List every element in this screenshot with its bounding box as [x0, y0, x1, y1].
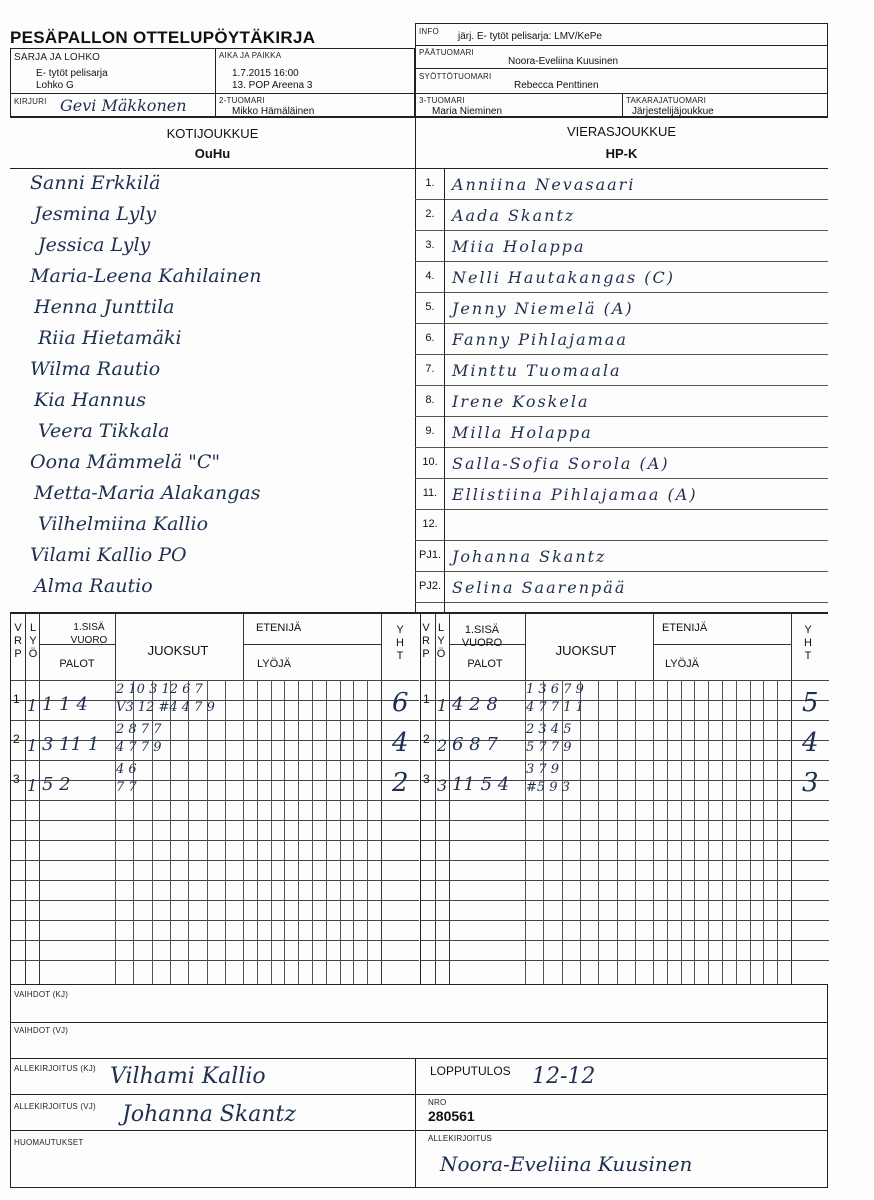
inning-runs-bottom: V3 12 #4 4 7 9: [116, 700, 215, 715]
away-player-name: Anniina Nevasaari: [452, 175, 636, 194]
away-player-name: Selina Saarenpää: [452, 578, 627, 597]
inning-number: 3: [423, 772, 430, 786]
inning-palot: 11 5 4: [452, 774, 510, 795]
inning-runs-top: 4 6: [116, 762, 137, 777]
away-yht-header: Y H T: [804, 624, 812, 662]
away-player-name: Ellistiina Pihlajamaa (A): [452, 485, 698, 504]
lopputulos-value: 12-12: [532, 1064, 596, 1089]
away-player-name: Aada Skantz: [452, 206, 576, 225]
signature-vj: Johanna Skantz: [122, 1102, 296, 1127]
away-sisa-header: 1.SISÄ VUORO: [461, 624, 503, 649]
info-value: järj. E- tytöt pelisarja: LMV/KePe: [458, 31, 602, 42]
home-player-name: Alma Rautio: [34, 575, 153, 597]
inning-total: 5: [802, 688, 819, 718]
player-number: 9.: [425, 425, 435, 437]
player-number: PJ1.: [418, 549, 441, 561]
scoresheet-page: [10, 18, 828, 1188]
player-number: 2.: [425, 208, 435, 220]
inning-number: 1: [13, 692, 20, 706]
home-player-name: Vilami Kallio PO: [30, 544, 187, 566]
home-player-name: Oona Mämmelä "C": [30, 451, 221, 473]
inning-runs-top: 1 3 6 7 9: [526, 682, 584, 697]
aika-value-2: 13. POP Areena 3: [232, 80, 313, 91]
player-number: 1.: [425, 177, 435, 189]
info-label: INFO: [419, 27, 439, 36]
form-title: PESÄPALLON OTTELUPÖYTÄKIRJA: [10, 28, 316, 47]
inning-palot: 6 8 7: [452, 734, 498, 755]
away-juoksut-header: JUOKSUT: [555, 643, 617, 658]
home-player-name: Metta-Maria Alakangas: [34, 482, 261, 504]
away-palot-header: PALOT: [467, 658, 503, 670]
player-number: 11.: [422, 487, 438, 499]
syottotuomari-value: Rebecca Penttinen: [514, 80, 599, 91]
inning-palot: 3 11 1: [42, 734, 100, 755]
away-player-name: Jenny Niemelä (A): [452, 299, 634, 318]
inning-runs-bottom: 7 7: [116, 780, 137, 795]
kirjuri-label: KIRJURI: [14, 97, 47, 106]
away-player-name: Fanny Pihlajamaa: [452, 330, 628, 349]
away-team-name: HP-K: [605, 146, 638, 161]
aika-value-1: 1.7.2015 16:00: [232, 68, 299, 79]
home-player-name: Maria-Leena Kahilainen: [30, 265, 262, 287]
sarja-value-2: Lohko G: [36, 80, 74, 91]
vaihdot-vj-label: VAIHDOT (VJ): [14, 1026, 69, 1035]
lopputulos-label: LOPPUTULOS: [430, 1064, 511, 1078]
inning-runs-top: 2 3 4 5: [526, 722, 572, 737]
inning-number: 2: [13, 732, 20, 746]
nro-label: NRO: [428, 1098, 447, 1107]
signature-kj: Vilhami Kallio: [110, 1064, 266, 1089]
player-number: 7.: [425, 363, 435, 375]
away-player-name: Salla-Sofia Sorola (A): [452, 454, 670, 473]
inning-palot: 5 2: [42, 774, 71, 795]
player-number: 12.: [422, 518, 438, 530]
home-team-name: OuHu: [194, 146, 231, 161]
home-team-label: KOTIJOUKKUE: [166, 126, 259, 141]
home-vrp-header: V R P: [14, 622, 22, 660]
away-player-name: Minttu Tuomaala: [452, 361, 622, 380]
vaihdot-kj-label: VAIHDOT (KJ): [14, 990, 69, 999]
away-lyo-header: L Y Ö: [436, 622, 446, 660]
inning-total: 3: [802, 768, 819, 798]
away-player-name: Irene Koskela: [452, 392, 590, 411]
inning-palot: 1 1 4: [42, 694, 88, 715]
home-sisa-header: 1.SISÄ VUORO: [70, 622, 108, 646]
away-player-name: Johanna Skantz: [452, 547, 607, 566]
tuomari3-value: Maria Nieminen: [432, 106, 503, 117]
inning-total: 4: [392, 728, 409, 758]
home-player-name: Kia Hannus: [34, 389, 146, 411]
away-lyoja-header: LYÖJÄ: [664, 658, 700, 670]
inning-runs-top: 2 10 3 12 6 7: [116, 682, 203, 697]
home-player-name: Veera Tikkala: [38, 420, 170, 442]
huomautukset-label: HUOMAUTUKSET: [14, 1138, 84, 1147]
sarja-label: SARJA JA LOHKO: [14, 52, 101, 63]
signature-referee: Noora-Eveliina Kuusinen: [440, 1152, 693, 1176]
inning-runs-bottom: 5 7 7 9: [526, 740, 572, 755]
inning-number: 3: [13, 772, 20, 786]
allekirjoitus-label: ALLEKIRJOITUS: [428, 1134, 492, 1143]
player-number: 3.: [425, 239, 435, 251]
player-number: PJ2.: [418, 580, 441, 592]
away-player-name: Miia Holappa: [452, 237, 586, 256]
inning-total: 2: [392, 768, 409, 798]
inning-palot: 4 2 8: [452, 694, 498, 715]
inning-total: 4: [802, 728, 819, 758]
inning-number: 1: [423, 692, 430, 706]
inning-batters: 2: [437, 736, 448, 755]
aika-label: AIKA JA PAIKKA: [219, 51, 282, 60]
allekirjoitus-kj-label: ALLEKIRJOITUS (KJ): [14, 1064, 96, 1073]
player-number: 6.: [425, 332, 435, 344]
home-player-name: Riia Hietamäki: [38, 327, 182, 349]
nro-value: 280561: [428, 1108, 475, 1124]
player-number: 4.: [425, 270, 435, 282]
home-yht-header: Y H T: [396, 624, 404, 662]
allekirjoitus-vj-label: ALLEKIRJOITUS (VJ): [14, 1102, 96, 1111]
inning-batters: 1: [27, 736, 38, 755]
paatuomari-value: Noora-Eveliina Kuusinen: [508, 56, 619, 67]
home-juoksut-header: JUOKSUT: [147, 643, 209, 658]
away-player-name: Milla Holappa: [452, 423, 593, 442]
player-number: 8.: [425, 394, 435, 406]
home-player-name: Wilma Rautio: [30, 358, 161, 380]
takaraja-label: TAKARAJATUOMARI: [626, 96, 707, 105]
home-player-name: Jessica Lyly: [38, 234, 151, 256]
inning-runs-top: 3 7 9: [526, 762, 560, 777]
away-player-name: Nelli Hautakangas (C): [452, 268, 676, 287]
home-player-name: Vilhelmiina Kallio: [38, 513, 209, 535]
inning-batters: 1: [27, 776, 38, 795]
home-palot-header: PALOT: [59, 658, 95, 670]
inning-batters: 1: [27, 696, 38, 715]
sarja-value-1: E- tytöt pelisarja: [36, 68, 108, 79]
tuomari2-value: Mikko Hämäläinen: [232, 106, 315, 117]
paatuomari-label: PÄÄTUOMARI: [419, 48, 474, 57]
takaraja-value: Järjestelijäjoukkue: [632, 106, 714, 117]
inning-runs-bottom: 4 7 7 1 1: [526, 700, 584, 715]
inning-number: 2: [423, 732, 430, 746]
syottotuomari-label: SYÖTTÖTUOMARI: [419, 72, 492, 81]
home-etenija-header: ETENIJÄ: [256, 622, 302, 634]
kirjuri-value: Gevi Mäkkonen: [60, 96, 187, 115]
home-lyo-header: L Y Ö: [28, 622, 38, 660]
away-vrp-header: V R P: [422, 622, 430, 660]
home-player-name: Sanni Erkkilä: [30, 172, 161, 194]
inning-total: 6: [392, 688, 409, 718]
inning-batters: 3: [437, 776, 448, 795]
away-team-label: VIERASJOUKKUE: [566, 124, 677, 139]
player-number: 10.: [422, 456, 438, 468]
tuomari2-label: 2-TUOMARI: [219, 96, 265, 105]
home-player-name: Jesmina Lyly: [34, 203, 157, 225]
inning-runs-bottom: #5 9 3: [526, 780, 570, 795]
home-lyoja-header: LYÖJÄ: [256, 658, 292, 670]
inning-runs-bottom: 4 7 7 9: [116, 740, 162, 755]
inning-batters: 1: [437, 696, 448, 715]
home-player-name: Henna Junttila: [34, 296, 175, 318]
tuomari3-label: 3-TUOMARI: [419, 96, 465, 105]
inning-runs-top: 2 8 7 7: [116, 722, 162, 737]
away-etenija-header: ETENIJÄ: [662, 622, 708, 634]
player-number: 5.: [425, 301, 435, 313]
